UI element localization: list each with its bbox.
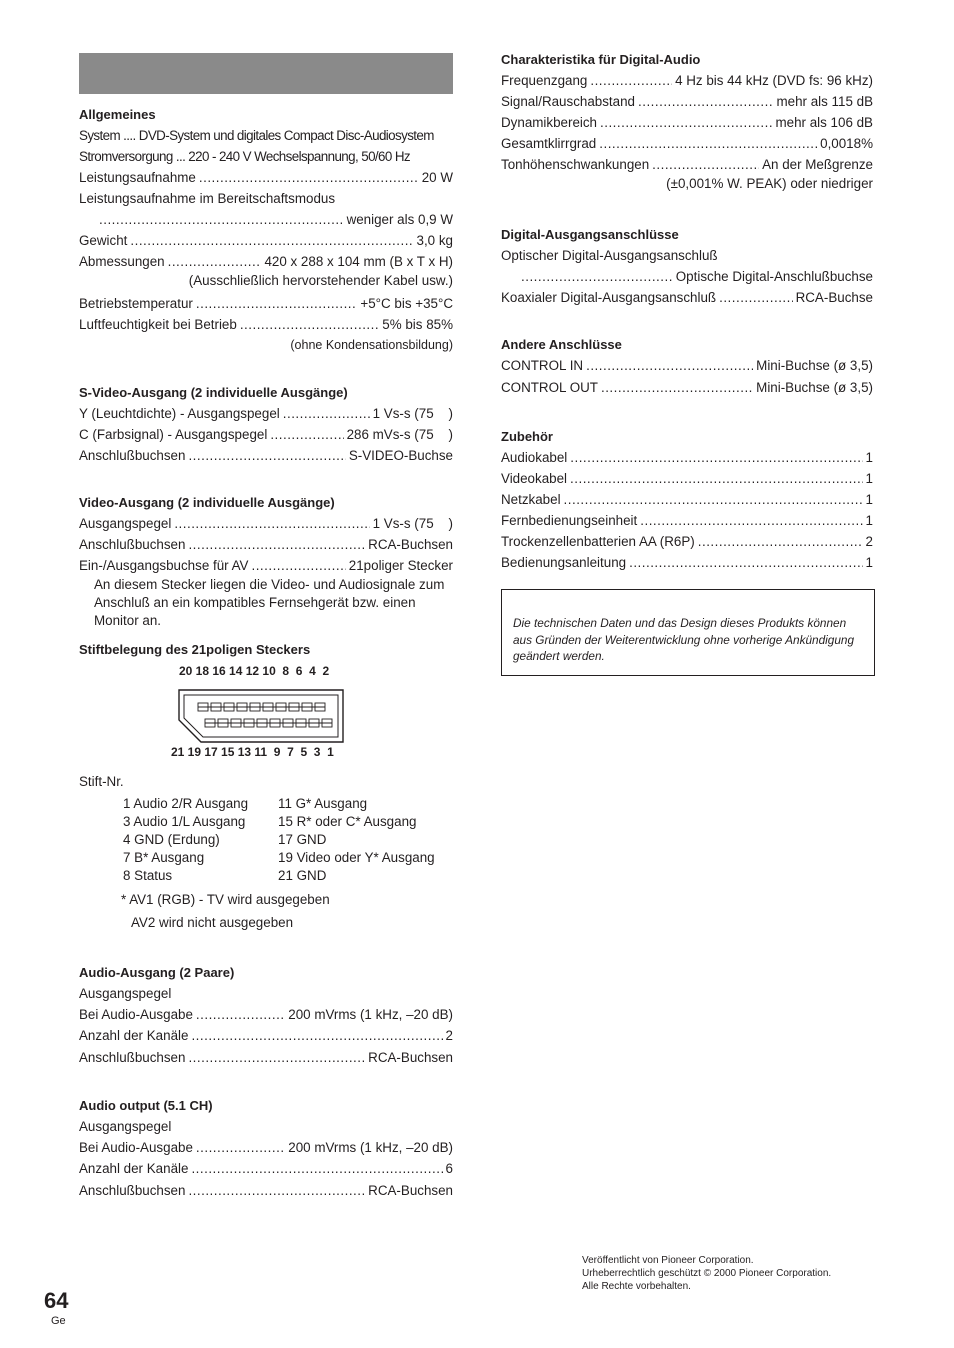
opt-label: Optischer Digital-Ausgangsanschluß [501,248,718,263]
footer-line: Veröffentlicht von Pioneer Corporation. [582,1255,754,1266]
spec-row: Signal/Rauschabstand ..... mehr als 115 dB [501,91,873,112]
stift-label: Stift-Nr. [79,774,124,789]
spec-row: Luftfeuchtigkeit bei Betrieb ..... 5% bis 85% [79,314,453,335]
scart-diagram [79,660,453,772]
spec-row: Ein-/Ausgangsbuchse für AV ..... 21poliger Stecker [79,555,453,576]
spec-row: Bei Audio-Ausgabe ..... 200 mVrms (1 kHz, –20 dB) [79,1137,453,1158]
section-title-zubehor: Zubehör [501,429,553,444]
scart-note-1: * AV1 (RGB) - TV wird ausgegeben [121,892,330,907]
page-number: 64 [44,1288,69,1313]
spec-row: Trockenzellenbatterien AA (R6P) ..... 2 [501,531,873,552]
spec-row: Bei Audio-Ausgabe ..... 200 mVrms (1 kHz, –20 dB) [79,1004,453,1025]
pin-item: 19 Video oder Y* Ausgang [278,850,435,865]
spec-row: ..... weniger als 0,9 W [79,209,453,230]
spec-row: Abmessungen ..... 420 x 288 x 104 mm (B x T x H) [79,251,453,272]
spec-row: C (Farbsignal) - Ausgangspegel ..... 286 mVs-s (75 ) [79,424,453,445]
spec-row: CONTROL IN ..... Mini-Buchse (ø 3,5) [501,355,873,376]
spec-row: Anzahl der Kanäle ..... 6 [79,1158,453,1179]
audio51-pegel: Ausgangspegel [79,1119,172,1134]
abm-note: (Ausschließlich hervorstehender Kabel usw.) [188,273,453,288]
right-column [501,50,873,676]
spec-row: CONTROL OUT ..... Mini-Buchse (ø 3,5) [501,377,873,398]
scart-top-pins: 20 18 16 14 12 10 8 6 4 2 [179,664,330,678]
spec-row: Frequenzgang ..... 4 Hz bis 44 kHz (DVD fs: 96 kHz) [501,70,873,91]
digaudio-note: (±0,001% W. PEAK) oder niedriger [666,176,873,191]
scart-note-2: AV2 wird nicht ausgegeben [131,915,294,930]
spec-row: Anschlußbuchsen ..... RCA-Buchsen [79,534,453,555]
pin-item: 15 R* oder C* Ausgang [278,814,417,829]
page-language: Ge [51,1315,66,1327]
section-title-audio2: Audio-Ausgang (2 Paare) [79,965,235,980]
section-title-digout: Digital-Ausgangsanschlüsse [501,227,679,242]
spec-row: Anzahl der Kanäle ..... 2 [79,1025,453,1046]
pin-item: 3 Audio 1/L Ausgang [123,814,246,829]
spec-row: Ausgangspegel ..... 1 Vs-s (75 ) [79,513,453,534]
disclaimer-box: Die technischen Daten und das Design dieses Produkts können aus Gründen der Weiterentwicklung ohne vorherige Ankündigung geändert werden. [501,589,875,676]
pin-item: 21 GND [278,868,327,883]
section-title-andere: Andere Anschlüsse [501,337,622,352]
spec-row: Videokabel ..... 1 [501,468,873,489]
standby-label: Leistungsaufnahme im Bereitschaftsmodus [79,191,336,206]
spec-row: Fernbedienungseinheit ..... 1 [501,510,873,531]
spec-row: Dynamikbereich ..... mehr als 106 dB [501,112,873,133]
publisher-footer [582,1254,831,1293]
spec-row: Leistungsaufnahme ..... 20 W [79,167,453,188]
spec-row: ..... Optische Digital-Anschlußbuchse [501,266,873,287]
pin-item: 8 Status [123,868,173,883]
pin-list [123,795,453,885]
spec-row: Netzkabel ..... 1 [501,489,873,510]
left-column [79,53,453,1201]
section-title-video: Video-Ausgang (2 individuelle Ausgänge) [79,495,335,510]
section-title-allgemeines: Allgemeines [79,107,156,122]
spec-row: Betriebstemperatur ..... +5°C bis +35°C [79,293,453,314]
section-title-svideo: S-Video-Ausgang (2 individuelle Ausgänge) [79,385,348,400]
spec-row: Tonhöhenschwankungen ..... An der Meßgrenze [501,154,873,175]
spec-row: Gesamtklirrgrad ..... 0,0018% [501,133,873,154]
pin-item: 4 GND (Erdung) [123,832,220,847]
spec-row: Anschlußbuchsen ..... RCA-Buchsen [79,1180,453,1201]
spec-row: Gewicht ..... 3,0 kg [79,230,453,251]
pin-item: 7 B* Ausgang [123,850,205,865]
strom-line: Stromversorgung ... 220 - 240 V Wechselspannung, 50/60 Hz [79,149,411,164]
spec-row: Anschlußbuchsen ..... S-VIDEO-Buchse [79,445,453,466]
system-line: System .... DVD-System und digitales Compact Disc-Audiosystem [79,128,434,143]
spec-row: Y (Leuchtdichte) - Ausgangspegel ..... 1 Vs-s (75 ) [79,403,453,424]
spec-row: Koaxialer Digital-Ausgangsanschluß ..... RCA-Buchse [501,287,873,308]
section-title-digaudio: Charakteristika für Digital-Audio [501,52,701,67]
spec-row: Anschlußbuchsen ..... RCA-Buchsen [79,1047,453,1068]
section-title-scart: Stiftbelegung des 21poligen Steckers [79,642,311,657]
scart-bottom-pins: 21 19 17 15 13 11 9 7 5 3 1 [171,745,334,759]
section-header-bar [79,53,453,94]
spec-row: Audiokabel ..... 1 [501,447,873,468]
audio2-pegel: Ausgangspegel [79,986,172,1001]
av-note: An diesem Stecker liegen die Video- und Audiosignale zum Anschluß an ein kompatibles Fernsehgerät bzw. einen Monitor an. [94,577,445,628]
footer-line: Urheberrechtlich geschützt © 2000 Pioneer Corporation. [582,1268,832,1279]
pin-item: 1 Audio 2/R Ausgang [123,796,249,811]
spec-row: Bedienungsanleitung ..... 1 [501,552,873,573]
scart-connector-icon [175,686,347,746]
footer-line: Alle Rechte vorbehalten. [582,1281,691,1292]
pin-item: 17 GND [278,832,327,847]
luft-note: (ohne Kondensationsbildung) [290,338,453,352]
section-title-audio51: Audio output (5.1 CH) [79,1098,213,1113]
pin-item: 11 G* Ausgang [278,796,368,811]
